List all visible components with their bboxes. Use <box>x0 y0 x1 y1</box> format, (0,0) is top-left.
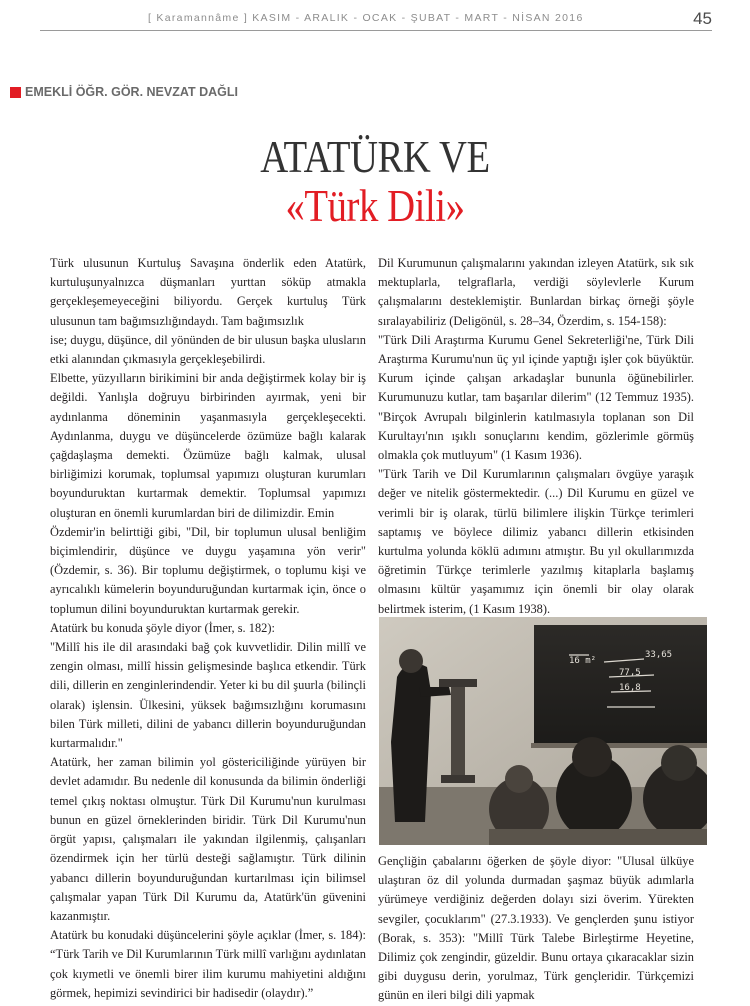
blackboard-text: 16 m² <box>569 656 597 666</box>
red-square-icon <box>10 87 21 98</box>
paragraph: ise; duygu, düşünce, dil yönünden de bir ulusun başka ulusların etki alanından çıkmasıyla gerçekleşebilirdi. <box>50 332 366 367</box>
paragraph: Özdemir'in belirttiği gibi, "Dil, bir toplumun ulusal benliğim biçimlendirir, düşünce ve duygu yaşamına yön verir" (Özdemir, s. 36). Bir toplumu değiştirmek, o toplumu kişi ve ayrıcalıklı kümelerin boyunduruğundan kurtarmak için, önce o toplumun dilini boyunduruktan kurtarmak gerekir. <box>50 524 366 616</box>
historical-photo <box>379 617 707 845</box>
title-line-2: «Türk Dili» <box>285 181 465 231</box>
right-column <box>378 254 694 619</box>
blackboard-text: 77,5 <box>619 668 641 678</box>
bottom-right-text <box>378 852 694 1006</box>
author-byline <box>10 84 238 100</box>
paragraph: Elbette, yüzyılların birikimini bir anda değiştirmek kolay bir iş değildi. Yanlışla doğruyu birbirinden ayırmak, yeni bir aydınlanma döneminin yaşanmasıyla gerçekleşecekti. Aydınlanma, duygu ve düşüncelerde özümüze bağlı kalarak çağdaşlaşma demekti. Özümüze bağlı kalmak, ulusal birliğimizi korumak, toplumsal yapımızı oluşturan kurumları boyunduruktan kurtarmak demektir. Toplumsal yapımızı oluşturan en önemli kurumlardan biri de dilimizdir. Emin <box>50 371 366 520</box>
paragraph: "Millî his ile dil arasındaki bağ çok kuvvetlidir. Dilin millî ve zengin olması, millî hissin gelişmesinde başlıca etkendir. Türk dili, dillerin en zenginlerindendir. Yeter ki bu dil şuurla (bilinçli olarak) işlensin. Ülkesini, yüksek bağımsızlığını korumasını bilen Türk milleti, dilini de yabancı dillerin boyunduruğundan kurtarmalıdır." <box>50 640 366 751</box>
magazine-issue-label: [ Karamannâme ] KASIM - ARALIK - OCAK - ŞUBAT - MART - NİSAN 2016 <box>148 12 584 24</box>
page-number: 45 <box>693 9 712 28</box>
paragraph: "Türk Tarih ve Dil Kurumlarının çalışmaları övgüye yaraşık değer ve nitelik göstermektedir. (...) Dil Kurumu en güzel ve verimli bir iş olarak, türlü bilimlere ilişkin Türkçe terimleri saptamış ve böylece dilimiz yabancı dillerin etkisinden kurtulma yolunda köklü adımını atmıştır. Bu yıl okullarımızda öğretimin Türkçe terimlerle yazılmış kitaplarla başlamış olmasını kültür yaşamımız için önemli bir olay olarak belirtmek isterim, (1 Kasım 1938). <box>378 467 694 616</box>
paragraph: Dil Kurumunun çalışmalarını yakından izleyen Atatürk, sık sık mektuplarla, telgraflarla, verdiği söylevlerle Kurum çalışmalarını desteklemiştir. Bunlardan birkaç örneği şöyle sıralayabiliriz (Deligönül, s. 28–34, Özerdim, s. 154-158): <box>378 256 694 328</box>
paragraph: Atatürk, her zaman bilimin yol göstericiliğinde yürüyen bir devlet adamıdır. Bu nedenle dil konusunda da bilimin önderliği temel çıkış noktası olmuştur. Türk Dil Kurumu'nun kurulması bunun en güzel örneklerinden biridir. Türk Dil Kurumu'nun örgüt yapısı, çalışmaları ile yakından ilgilenmiş, çalışanları özendirmek için her türlü desteği sağlamıştır. Türk dilinin yabancı dillerin boyunduruğundan kurtarılması için bilimsel çalışmalar yapan Türk Dil Kurumu da, Atatürk'ün güvenini kazanmıştır. <box>50 755 366 923</box>
classroom-photo-illustration <box>379 617 707 845</box>
article-title <box>0 132 750 230</box>
paragraph: Atatürk bu konuda şöyle diyor (İmer, s. 182): <box>50 620 275 635</box>
paragraph: Gençliğin çabalarını öğerken de şöyle diyor: "Ulusal ülküye ulaştıran öz dil yolunda durmadan şaşmaz büyük adımlarla yürümeye verdiğiniz değerden dolayı sizi överim. Yürekten sevgiler, çocuklarım" (27.3.1933). Ve gençlerden şunu istiyor (Borak, s. 353): "Millî Türk Talebe Birleştirme Heyetine, Dilimiz çok zengindir, güzeldir. Bunu ortaya çıkaracaklar sizin gibi duygusu derin, yorulmaz, Türk gençleridir. Türkçemizi günün en ileri bilgi dili yapmak <box>378 854 694 1003</box>
blackboard-text: 16,8 <box>619 683 641 693</box>
paragraph: Atatürk bu konudaki düşüncelerini şöyle açıklar (İmer, s. 184): “Türk Tarih ve Dil Kurumlarının Türk millî varlığını aydınlatan çok kıymetli ve önemli birer ilim kurumu mahiyetini aldığını görmek, hepimizi sevindirici bir hadisedir (olaydır).” <box>50 928 366 1000</box>
author-name: EMEKLİ ÖĞR. GÖR. NEVZAT DAĞLI <box>25 85 238 99</box>
paragraph: Türk ulusunun Kurtuluş Savaşına önderlik eden Atatürk, kurtuluşunyalnızca düşmanları yurttan söküp atmakla gerçekleşemeyeceğini biliyordu. Gerçek kurtuluş Türk ulusunun tam bağımsızlığındaydı. Tam bağımsızlık <box>50 256 366 328</box>
left-column <box>50 254 366 1003</box>
paragraph: "Türk Dili Araştırma Kurumu Genel Sekreterliği'ne, Türk Dili Araştırma Kurumu'nun üç yıl içinde yaptığı işler çok büyüktür. Kurum içinde çalışan arkadaşlar bununla öğünebilirler. Kurumunuzu kutlar, tam başarılar dilerim" (12 Temmuz 1935). "Birçok Avrupalı bilginlerin katılmasıyla toplanan son Dil Kurultayı'nın ışıklı sonuçlarını kendim, gözlerimle görmüş olmakla çok mutluyum" (1 Kasım 1936). <box>378 332 694 463</box>
blackboard-text: 33,65 <box>645 650 673 660</box>
title-line-1: ATATÜRK VE <box>260 132 490 182</box>
running-header <box>40 10 712 31</box>
